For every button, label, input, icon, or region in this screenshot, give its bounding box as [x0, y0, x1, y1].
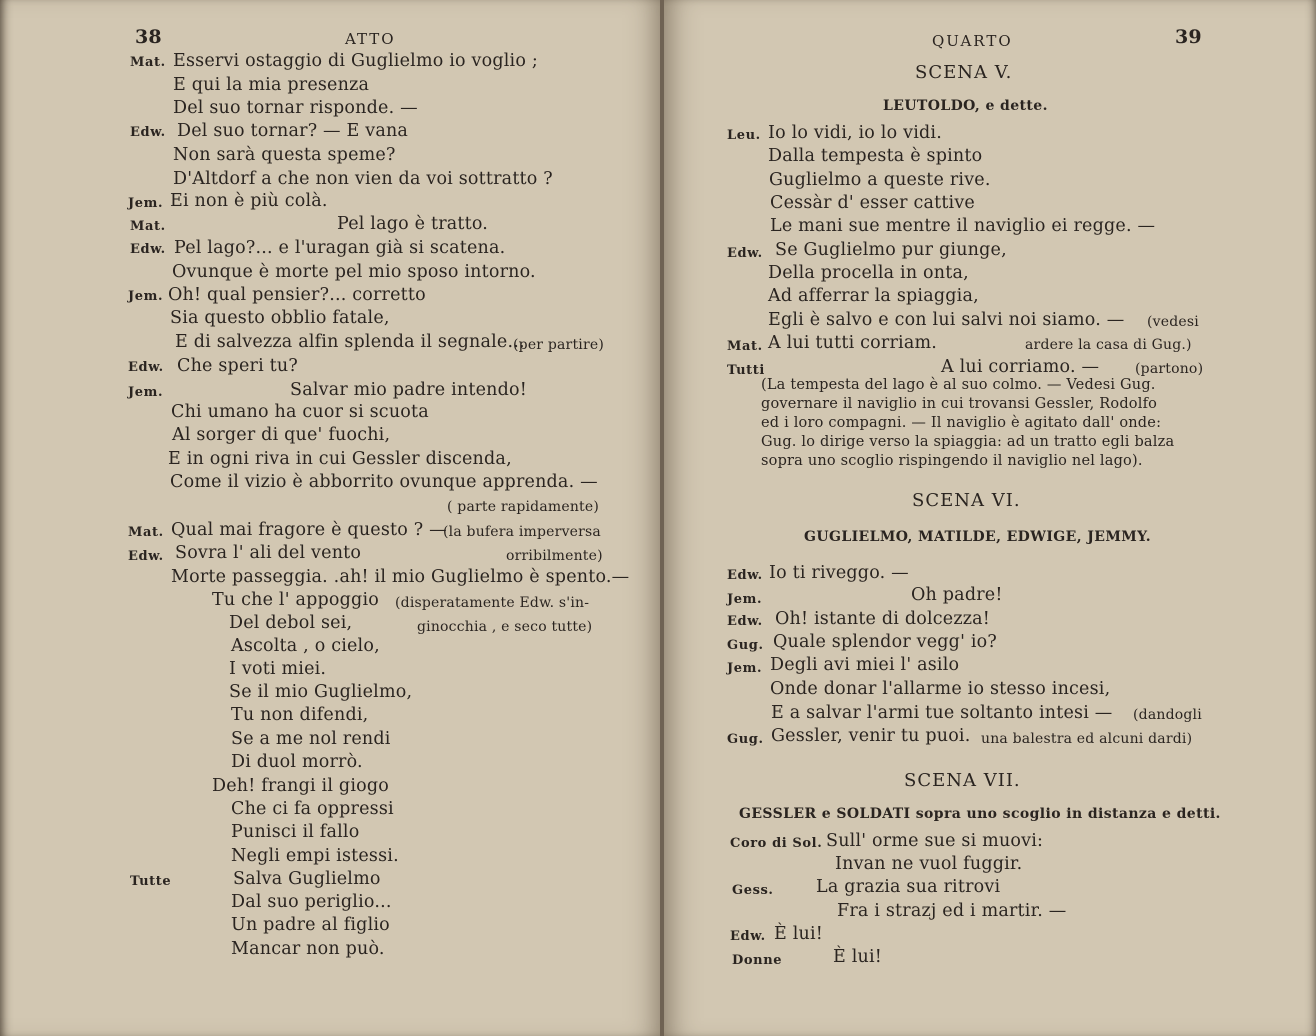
verse-line: Salvar mio padre intendo!	[290, 380, 527, 400]
page-number: 38	[135, 26, 162, 48]
verse-line: Oh! istante di dolcezza!	[775, 609, 991, 629]
verse-line: E in ogni riva in cui Gessler discenda,	[168, 449, 512, 469]
verse-line: E di salvezza alfin splenda il segnale...	[175, 332, 525, 352]
stage-direction: Gug. lo dirige verso la spiaggia: ad un tratto egli balza	[761, 434, 1175, 450]
stage-direction: orribilmente)	[506, 548, 603, 564]
verse-line: Tu non difendi,	[231, 705, 369, 725]
verse-line: Esservi ostaggio di Guglielmo io voglio ;	[173, 51, 538, 71]
verse-line: Che speri tu?	[177, 356, 298, 376]
speaker: Donne	[732, 953, 783, 968]
stage-direction: una balestra ed alcuni dardi)	[981, 731, 1193, 747]
speaker: Coro di Sol.	[730, 836, 823, 851]
verse-line: Egli è salvo e con lui salvi noi siamo. —	[768, 310, 1125, 330]
verse-line: Gessler, venir tu puoi.	[771, 726, 971, 746]
verse-line: Un padre al figlio	[231, 915, 390, 935]
speaker: Edw.	[730, 929, 766, 944]
speaker: Edw.	[128, 360, 164, 375]
speaker: Tutti	[727, 363, 765, 378]
verse-line: Pel lago è tratto.	[337, 214, 489, 234]
stage-direction: (la bufera imperversa	[443, 524, 601, 540]
verse-line: Se a me nol rendi	[231, 729, 391, 749]
verse-line: Del suo tornar risponde. —	[173, 98, 418, 118]
verse-line: È lui!	[833, 947, 883, 967]
verse-line: Oh! qual pensier?... corretto	[168, 285, 426, 305]
verse-line: Io ti riveggo. —	[769, 563, 909, 583]
speaker: Edw.	[727, 246, 763, 261]
scene-title: SCENA VII.	[904, 770, 1021, 791]
verse-line: Ascolta , o cielo,	[231, 636, 380, 656]
scene-cast: GUGLIELMO, MATILDE, EDWIGE, JEMMY.	[804, 529, 1152, 545]
speaker: Jem.	[128, 196, 164, 211]
verse-line: Cessàr d' esser cattive	[770, 193, 975, 213]
speaker: Edw.	[727, 614, 763, 629]
verse-line: Ovunque è morte pel mio sposo intorno.	[172, 262, 536, 282]
speaker: Gess.	[732, 883, 774, 898]
verse-line: Che ci fa oppressi	[231, 799, 394, 819]
speaker: Edw.	[130, 242, 166, 257]
speaker: Mat.	[130, 55, 166, 70]
verse-line: Dalla tempesta è spinto	[768, 146, 983, 166]
stage-direction: (La tempesta del lago è al suo colmo. — Vedesi Gug.	[761, 377, 1156, 393]
verse-line: Chi umano ha cuor si scuota	[171, 402, 429, 422]
stage-direction: ginocchia , e seco tutte)	[417, 619, 593, 635]
speaker: Edw.	[727, 568, 763, 583]
verse-line: Invan ne vuol fuggir.	[835, 854, 1023, 874]
scene-title: SCENA V.	[915, 62, 1013, 83]
verse-line: Salva Guglielmo	[233, 869, 381, 889]
speaker: Edw.	[128, 549, 164, 564]
scene-cast: GESSLER e SOLDATI sopra uno scoglio in distanza e detti.	[739, 806, 1221, 822]
speaker: Jem.	[128, 385, 164, 400]
verse-line: Non sarà questa speme?	[173, 145, 396, 165]
verse-line: Della procella in onta,	[768, 263, 969, 283]
verse-line: Morte passeggia. .ah! il mio Guglielmo è spento.—	[171, 567, 630, 587]
verse-line: Pel lago?... e l'uragan già si scatena.	[174, 238, 506, 258]
running-head: ATTO	[345, 30, 396, 48]
stage-direction: (disperatamente Edw. s'in-	[395, 595, 590, 611]
speaker: Jem.	[128, 289, 164, 304]
stage-direction: ed i loro compagni. — Il naviglio è agitato dall' onde:	[761, 415, 1162, 431]
verse-line: Al sorger di que' fuochi,	[172, 425, 391, 445]
speaker: Jem.	[727, 592, 763, 607]
page-number: 39	[1175, 26, 1202, 48]
verse-line: Onde donar l'allarme io stesso incesi,	[770, 679, 1111, 699]
speaker: Edw.	[130, 125, 166, 140]
verse-line: Le mani sue mentre il naviglio ei regge. —	[770, 216, 1156, 236]
verse-line: Sovra l' ali del vento	[175, 543, 362, 563]
speaker: Jem.	[727, 661, 763, 676]
verse-line: Come il vizio è abborrito ovunque apprenda. —	[170, 472, 598, 492]
verse-line: Se il mio Guglielmo,	[229, 682, 413, 702]
running-head: QUARTO	[932, 32, 1013, 50]
verse-line: E a salvar l'armi tue soltanto intesi —	[771, 703, 1113, 723]
verse-line: È lui!	[774, 924, 824, 944]
stage-direction: (dandogli	[1133, 707, 1202, 723]
verse-line: Negli empi istessi.	[231, 846, 399, 866]
verse-line: Oh padre!	[911, 585, 1003, 605]
verse-line: Ei non è più colà.	[170, 191, 328, 211]
stage-direction: (vedesi	[1147, 314, 1199, 330]
verse-line: Quale splendor vegg' io?	[773, 632, 997, 652]
verse-line: E qui la mia presenza	[173, 75, 370, 95]
verse-line: Punisci il fallo	[231, 822, 360, 842]
verse-line: Di duol morrò.	[231, 752, 363, 772]
speaker: Mat.	[130, 219, 166, 234]
verse-line: Ad afferrar la spiaggia,	[768, 286, 979, 306]
scene-title: SCENA VI.	[912, 490, 1021, 511]
stage-direction: ardere la casa di Gug.)	[1025, 337, 1192, 353]
verse-line: A lui corriamo. —	[941, 357, 1100, 377]
verse-line: Guglielmo a queste rive.	[769, 170, 991, 190]
verse-line: D'Altdorf a che non vien da voi sottratto ?	[173, 169, 553, 189]
speaker: Leu.	[727, 128, 761, 143]
verse-line: Sia questo obblio fatale,	[170, 308, 390, 328]
verse-line: Dal suo periglio...	[231, 892, 392, 912]
verse-line: Tu che l' appoggio	[212, 590, 379, 610]
verse-line: Del suo tornar? — E vana	[177, 121, 409, 141]
verse-line: Io lo vidi, io lo vidi.	[768, 123, 942, 143]
speaker: Tutte	[130, 874, 172, 889]
speaker: Mat.	[128, 525, 164, 540]
verse-line: A lui tutti corriam.	[768, 333, 938, 353]
stage-direction: sopra uno scoglio rispingendo il naviglio nel lago).	[761, 453, 1143, 469]
stage-direction: ( parte rapidamente)	[447, 499, 600, 515]
verse-line: Fra i strazj ed i martir. —	[837, 901, 1067, 921]
verse-line: Qual mai fragore è questo ? —	[171, 520, 447, 540]
verse-line: I voti miei.	[229, 659, 327, 679]
verse-line: Se Guglielmo pur giunge,	[775, 240, 1007, 260]
verse-line: Deh! frangi il giogo	[212, 776, 389, 796]
verse-line: Del debol sei,	[229, 613, 353, 633]
speaker: Gug.	[727, 638, 764, 653]
verse-line: La grazia sua ritrovi	[816, 877, 1001, 897]
verse-line: Sull' orme sue si muovi:	[826, 831, 1044, 851]
speaker: Mat.	[727, 339, 763, 354]
verse-line: Mancar non può.	[231, 939, 385, 959]
stage-direction: governare il naviglio in cui trovansi Gessler, Rodolfo	[761, 396, 1158, 412]
verse-line: Degli avi miei l' asilo	[770, 655, 960, 675]
stage-direction: (per partire)	[513, 337, 604, 353]
stage-direction: (partono)	[1135, 361, 1204, 377]
speaker: Gug.	[727, 732, 764, 747]
scene-cast: LEUTOLDO, e dette.	[883, 98, 1048, 114]
